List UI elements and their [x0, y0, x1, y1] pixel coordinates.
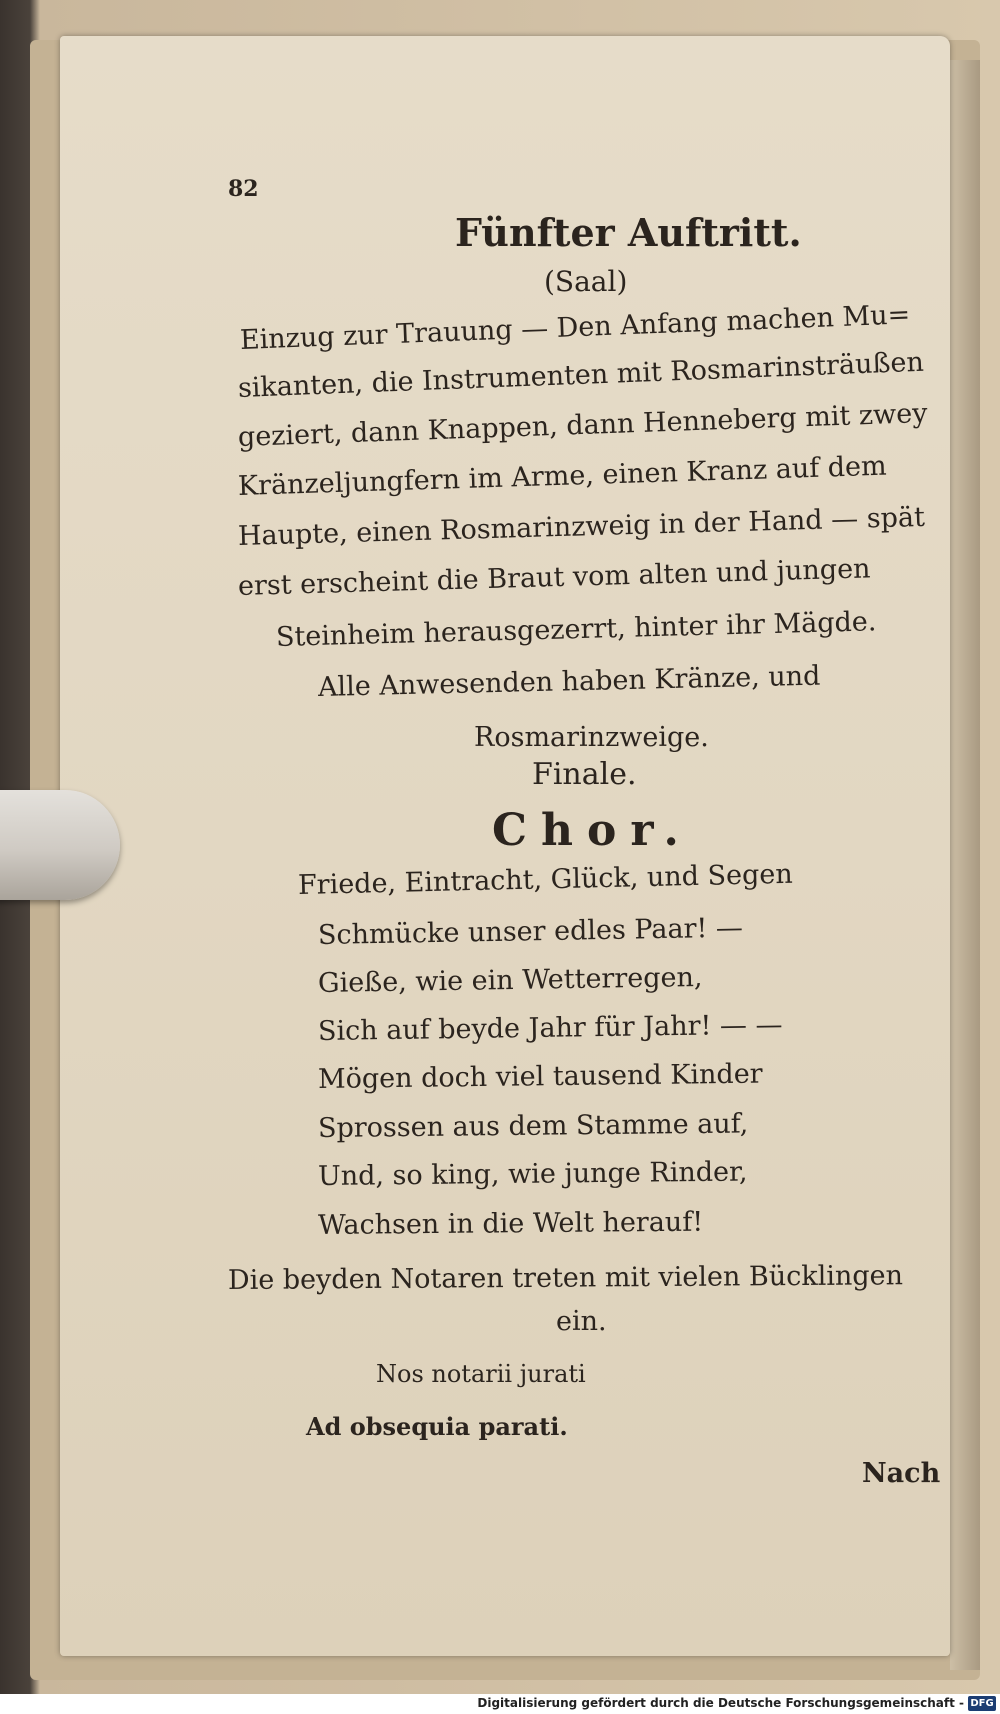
- verse-line: Schmücke unser edles Paar! —: [317, 912, 744, 951]
- verse-line: Sprossen aus dem Stamme auf,: [317, 1108, 749, 1144]
- finale-heading: Finale.: [532, 757, 637, 792]
- scene-title: Fünfter Auftritt.: [455, 210, 802, 255]
- stage-direction-line: ein.: [556, 1306, 607, 1337]
- stage-direction-line: Haupte, einen Rosmarinzweig in der Hand — spät: [237, 501, 926, 552]
- stage-direction-line: Alle Anwesenden haben Kränze, und: [317, 660, 821, 703]
- verse-line: Gieße, wie ein Wetterregen,: [317, 961, 703, 999]
- digitization-footer: [0, 1694, 1000, 1714]
- catchword: Nach: [862, 1458, 941, 1489]
- stage-direction-line: Steinheim herausgezerrt, hinter ihr Mägde.: [275, 606, 877, 653]
- stage-direction-line: Einzug zur Trauung — Den Anfang machen Mu=: [239, 299, 911, 356]
- footer-credit: Digitalisierung gefördert durch die Deutsche Forschungsgemeinschaft -: [477, 1696, 964, 1710]
- page-number: 82: [228, 176, 259, 202]
- latin-line: Nos notarii jurati: [376, 1360, 586, 1388]
- verse-line: Friede, Eintracht, Glück, und Segen: [297, 858, 794, 901]
- scene-location: (Saal): [544, 265, 628, 298]
- verse-line: Sich auf beyde Jahr für Jahr! — —: [317, 1009, 783, 1047]
- verse-line: Mögen doch viel tausend Kinder: [317, 1058, 763, 1095]
- stage-direction-line: geziert, dann Knappen, dann Henneberg mit zwey: [237, 397, 928, 453]
- stage-direction-line: erst erscheint die Braut vom alten und jungen: [237, 553, 871, 602]
- chorus-heading: Chor.: [492, 805, 693, 856]
- verse-line: Wachsen in die Welt herauf!: [317, 1206, 704, 1241]
- latin-line: Ad obsequia parati.: [306, 1412, 568, 1441]
- stage-direction-line: Die beyden Notaren treten mit vielen Bücklingen: [227, 1260, 904, 1296]
- dfg-logo-icon: DFG: [968, 1696, 996, 1711]
- stage-direction-line: Rosmarinzweige.: [474, 722, 709, 753]
- stage-direction-line: Kränzeljungfern im Arme, einen Kranz auf dem: [237, 450, 888, 502]
- stage-direction-line: sikanten, die Instrumenten mit Rosmarinsträußen: [237, 346, 925, 404]
- verse-line: Und, so king, wie junge Rinder,: [317, 1156, 748, 1192]
